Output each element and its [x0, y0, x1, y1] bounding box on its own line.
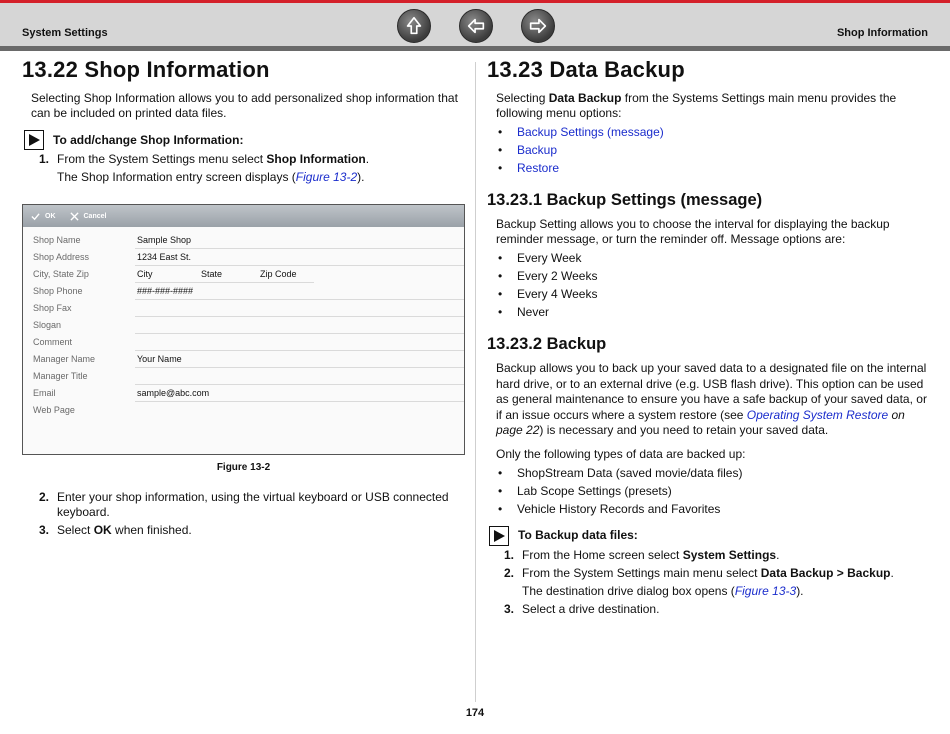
step-number: 3.	[504, 601, 515, 616]
field-label: City, State Zip	[33, 269, 89, 279]
form-rows	[23, 232, 464, 419]
field-label: Shop Name	[33, 235, 81, 245]
procedure-arrow-icon	[489, 526, 509, 546]
step-bold: Data Backup > Backup	[760, 565, 891, 580]
zip-placeholder: Zip Code	[260, 269, 297, 279]
os-restore-link[interactable]: Operating System Restore	[746, 407, 889, 422]
step-3	[22, 523, 465, 538]
backup-description	[496, 361, 930, 439]
field-value: ###-###-####	[137, 286, 194, 296]
shop-address-input[interactable]	[135, 250, 464, 266]
manager-title-input[interactable]	[135, 369, 464, 385]
shop-phone-input[interactable]	[135, 284, 464, 300]
intro-text: Selecting	[496, 91, 549, 105]
field-label: Shop Phone	[33, 286, 83, 296]
description-text: ) is necessary and you need to retain your saved data.	[539, 423, 829, 437]
step-text: From the System Settings main menu select	[522, 565, 761, 580]
type-vehicle-history: • Vehicle History Records and Favorites	[487, 502, 930, 517]
result-text: ).	[357, 170, 365, 184]
step-text: .	[776, 547, 780, 562]
home-button[interactable]	[397, 9, 431, 43]
type-shopstream-data: • ShopStream Data (saved movie/data files)	[487, 466, 930, 481]
shop-name-input[interactable]	[135, 233, 464, 249]
forward-arrow-icon	[527, 15, 549, 37]
link-backup[interactable]: • Backup	[487, 143, 930, 158]
comment-input[interactable]	[135, 335, 464, 351]
form-row-slogan	[23, 317, 464, 334]
subsection-heading-backup: 13.23.2 Backup	[487, 335, 607, 353]
option-every-4-weeks: • Every 4 Weeks	[487, 287, 930, 302]
field-label: Shop Address	[33, 252, 90, 262]
step-text: Select a drive destination.	[522, 601, 660, 616]
description-text: Backup allows you to back up your saved data to a designated file on the internal hard drive, or to an external drive (e.g. USB flash drive). This option can be used as general maintenance to ensure you have a safe backup of your saved data, or if an issue occurs where a system restore (see	[496, 361, 927, 422]
close-icon	[70, 212, 79, 221]
form-row-shop-name	[23, 232, 464, 249]
form-row-shop-phone	[23, 283, 464, 300]
step-bold: Shop Information	[266, 152, 366, 166]
section-heading-shop-information: 13.22 Shop Information	[22, 57, 270, 82]
step-2	[22, 490, 465, 520]
procedure-title: To add/change Shop Information:	[53, 132, 244, 147]
city-state-zip-input[interactable]	[135, 267, 314, 283]
header-bar	[0, 0, 950, 48]
form-row-shop-fax	[23, 300, 464, 317]
manager-name-input[interactable]	[135, 352, 464, 368]
backup-step-3	[487, 602, 930, 617]
procedure-backup-data	[489, 526, 930, 546]
step-number: 2.	[504, 565, 515, 580]
back-arrow-icon	[465, 15, 487, 37]
field-value: sample@abc.com	[137, 388, 210, 398]
backup-step-2	[487, 566, 930, 581]
field-value: Sample Shop	[137, 235, 192, 245]
left-column-lower	[22, 460, 465, 538]
forward-button[interactable]	[521, 9, 555, 43]
field-label: Manager Name	[33, 354, 96, 364]
option-every-week: • Every Week	[487, 251, 930, 266]
backup-step-1	[487, 548, 930, 563]
field-value: 1234 East St.	[137, 252, 192, 262]
step-1-result	[22, 170, 465, 185]
chapter-title: System Settings	[22, 27, 108, 39]
form-row-email	[23, 385, 464, 402]
step-text: .	[365, 152, 370, 166]
figure-caption: Figure 13-2	[216, 462, 271, 473]
field-label: Slogan	[33, 320, 62, 330]
step-bold: System Settings	[682, 547, 777, 562]
header-underline	[0, 46, 950, 51]
column-divider	[475, 62, 476, 702]
step-text: From the Home screen select	[522, 547, 683, 562]
procedure-title: To Backup data files:	[518, 528, 638, 542]
intro-bold: Data Backup	[548, 91, 622, 105]
state-placeholder: State	[201, 269, 223, 279]
figure-toolbar	[23, 205, 464, 227]
field-label: Comment	[33, 337, 73, 347]
result-text: The destination drive dialog box opens (	[522, 583, 735, 598]
step-1	[22, 152, 465, 167]
email-input[interactable]	[135, 386, 464, 402]
backup-settings-text: Backup Setting allows you to choose the interval for displaying the backup reminder message, or turn the reminder off. Message options are:	[496, 217, 890, 246]
step-text: Select	[57, 523, 94, 537]
ok-button[interactable]	[31, 212, 56, 221]
link-backup-settings[interactable]: • Backup Settings (message)	[487, 125, 930, 140]
figure-13-2-link[interactable]: Figure 13-2	[295, 170, 358, 184]
step-text: Enter your shop information, using the virtual keyboard or USB connected keyboard.	[57, 490, 449, 519]
cancel-button[interactable]	[70, 212, 107, 221]
step-bold: OK	[93, 523, 112, 537]
types-intro: Only the following types of data are backed up:	[496, 446, 746, 461]
form-row-manager-name	[23, 351, 464, 368]
slogan-input[interactable]	[135, 318, 464, 334]
option-never: • Never	[487, 305, 930, 320]
right-column	[487, 56, 930, 617]
link-restore[interactable]: • Restore	[487, 161, 930, 176]
step-number: 1.	[504, 547, 515, 562]
city-placeholder: City	[137, 269, 153, 279]
form-row-manager-title	[23, 368, 464, 385]
step-number: 2.	[39, 490, 50, 504]
form-row-comment	[23, 334, 464, 351]
web-page-input[interactable]	[135, 403, 464, 418]
ok-label: OK	[45, 212, 56, 220]
section-heading-data-backup: 13.23 Data Backup	[487, 57, 685, 82]
field-label: Email	[33, 388, 56, 398]
form-row-web-page	[23, 402, 464, 419]
shop-info-screen-figure	[22, 204, 465, 455]
page-number: 174	[465, 707, 485, 719]
cancel-label: Cancel	[83, 212, 107, 220]
result-text: ).	[796, 583, 804, 598]
page-reference: on page 22	[496, 407, 905, 437]
shop-info-intro: Selecting Shop Information allows you to add personalized shop information that can be included on printed data files.	[31, 91, 458, 120]
form-row-city-state-zip	[23, 266, 464, 283]
field-value: Your Name	[137, 354, 182, 364]
type-lab-scope-settings: • Lab Scope Settings (presets)	[487, 484, 930, 499]
option-every-2-weeks: • Every 2 Weeks	[487, 269, 930, 284]
field-label: Web Page	[33, 405, 75, 415]
form-row-shop-address	[23, 249, 464, 266]
procedure-add-shop-info	[24, 130, 465, 150]
step-text: when finished.	[111, 523, 192, 537]
data-backup-intro	[496, 91, 930, 121]
backup-step-2-result	[487, 584, 930, 599]
figure-13-3-link[interactable]: Figure 13-3	[734, 583, 797, 598]
check-icon	[31, 212, 40, 221]
shop-fax-input[interactable]	[135, 301, 464, 317]
left-column	[22, 56, 465, 185]
step-number: 1.	[39, 152, 50, 166]
home-icon	[403, 15, 425, 37]
step-number: 3.	[39, 523, 50, 537]
step-text: From the System Settings menu select	[57, 152, 267, 166]
step-text: .	[890, 565, 894, 580]
result-text: The Shop Information entry screen displays (	[57, 170, 296, 184]
intro-text: from the Systems Settings main menu provides the following menu options:	[496, 91, 897, 120]
field-label: Shop Fax	[33, 303, 72, 313]
procedure-arrow-icon	[24, 130, 44, 150]
field-label: Manager Title	[33, 371, 88, 381]
back-button[interactable]	[459, 9, 493, 43]
section-title: Shop Information	[836, 27, 928, 39]
subsection-heading-backup-settings: 13.23.1 Backup Settings (message)	[487, 191, 763, 209]
